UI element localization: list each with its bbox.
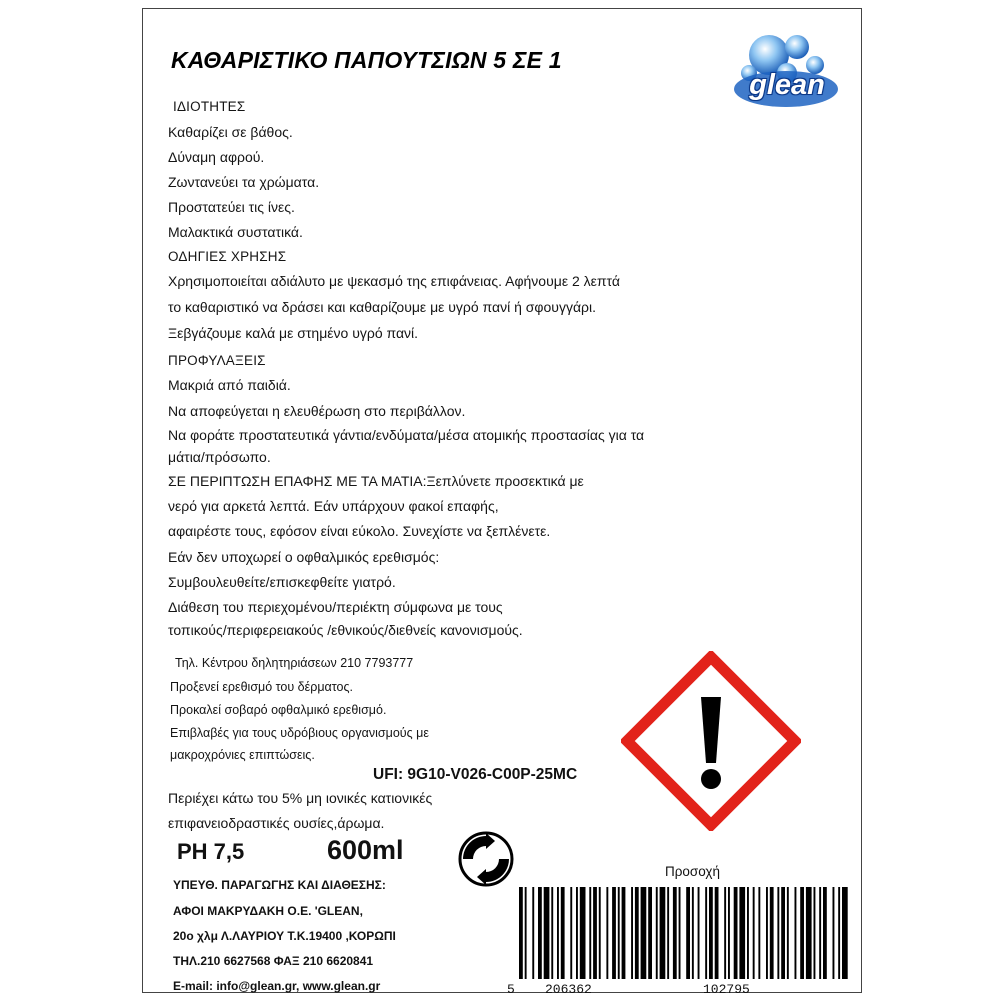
- barcode-digit-group: 5: [507, 982, 515, 997]
- poison-center-phone: Τηλ. Κέντρου δηλητηριάσεων 210 7793777: [175, 656, 414, 670]
- product-title: ΚΑΘΑΡΙΣΤΙΚΟ ΠΑΠΟΥΤΣΙΩΝ 5 ΣΕ 1: [171, 47, 562, 73]
- hazard-statement: Προξενεί ερεθισμό του δέρματος.: [170, 680, 353, 694]
- property-item: Καθαρίζει σε βάθος.: [168, 124, 293, 140]
- precautions-heading: ΠΡΟΦΥΛΑΞΕΙΣ: [168, 353, 266, 368]
- precaution-line: νερό για αρκετά λεπτά. Εάν υπάρχουν φακοί επαφής,: [168, 498, 499, 514]
- instructions-heading: ΟΔΗΓΙΕΣ ΧΡΗΣΗΣ: [168, 249, 287, 264]
- hazard-statement: μακροχρόνιες επιπτώσεις.: [170, 748, 315, 762]
- property-item: Προστατεύει τις ίνες.: [168, 199, 295, 215]
- precaution-line: αφαιρέστε τους, εφόσον είναι εύκολο. Συνεχίστε να ξεπλένετε.: [168, 523, 551, 539]
- recycle-icon: [451, 829, 521, 889]
- instructions-line: Ξεβγάζουμε καλά με στημένο υγρό πανί.: [168, 325, 419, 341]
- instructions-line: το καθαριστικό να δράσει και καθαρίζουμε με υγρό πανί ή σφουγγάρι.: [168, 299, 597, 315]
- barcode: [515, 887, 855, 987]
- properties-heading: ΙΔΙΟΤΗΤΕΣ: [173, 99, 246, 114]
- barcode-digit-group: 102795: [703, 982, 750, 997]
- manufacturer-line: 20ο χλμ Λ.ΛΑΥΡΙΟΥ Τ.Κ.19400 ,ΚΟΡΩΠΙ: [173, 929, 396, 943]
- product-label: [142, 8, 862, 997]
- volume: 600ml: [327, 835, 404, 865]
- manufacturer-email: E-mail: info@glean.gr, www.glean.gr: [173, 979, 381, 993]
- ufi-code: UFI: 9G10-V026-C00P-25MC: [373, 766, 578, 783]
- hazard-statement: Προκαλεί σοβαρό οφθαλμικό ερεθισμό.: [170, 703, 387, 717]
- precaution-line: ΣΕ ΠΕΡΙΠΤΩΣΗ ΕΠΑΦΗΣ ΜΕ ΤΑ ΜΑΤΙΑ:Ξεπλύνετε προσεκτικά με: [168, 473, 584, 489]
- manufacturer-line: ΤΗΛ.210 6627568 ΦΑΞ 210 6620841: [173, 954, 374, 968]
- precaution-line: Διάθεση του περιεχομένου/περιέκτη σύμφωνα με τους: [168, 599, 503, 615]
- hazard-statement: Επιβλαβές για τους υδρόβιους οργανισμούς με: [170, 726, 429, 740]
- property-item: Δύναμη αφρού.: [168, 149, 265, 165]
- caution-label: Προσοχή: [665, 864, 721, 879]
- precaution-line: Να φοράτε προστατευτικά γάντια/ενδύματα/μέσα ατομικής προστασίας για τα: [168, 427, 645, 443]
- barcode-digit-group: 206362: [545, 982, 592, 997]
- property-item: Μαλακτικά συστατικά.: [168, 224, 303, 240]
- manufacturer-line: ΥΠΕΥΘ. ΠΑΡΑΓΩΓΗΣ ΚΑΙ ΔΙΑΘΕΣΗΣ:: [173, 878, 386, 892]
- precaution-line: μάτια/πρόσωπο.: [168, 449, 271, 465]
- manufacturer-line: ΑΦΟΙ ΜΑΚΡΥΔΑΚΗ Ο.Ε. 'GLEAN,: [173, 904, 363, 918]
- precaution-line: Συμβουλευθείτε/επισκεφθείτε γιατρό.: [168, 574, 396, 590]
- precaution-line: Να αποφεύγεται η ελευθέρωση στο περιβάλλον.: [168, 403, 466, 419]
- contents-line: Περιέχει κάτω του 5% μη ιονικές κατιονικές: [168, 790, 433, 806]
- precaution-line: Μακριά από παιδιά.: [168, 377, 291, 393]
- ghs-exclamation-hazard-icon: [621, 651, 801, 831]
- precaution-line: τοπικούς/περιφερειακούς /εθνικούς/διεθνείς κανονισμούς.: [168, 622, 523, 638]
- brand-name: glean: [749, 69, 825, 101]
- ph-value: PH 7,5: [177, 839, 245, 864]
- instructions-line: Χρησιμοποιείται αδιάλυτο με ψεκασμό της επιφάνειας. Αφήνουμε 2 λεπτά: [168, 273, 620, 289]
- contents-line: επιφανειοδραστικές ουσίες,άρωμα.: [168, 815, 385, 831]
- property-item: Ζωντανεύει τα χρώματα.: [168, 174, 320, 190]
- precaution-line: Εάν δεν υποχωρεί ο οφθαλμικός ερεθισμός:: [168, 549, 440, 565]
